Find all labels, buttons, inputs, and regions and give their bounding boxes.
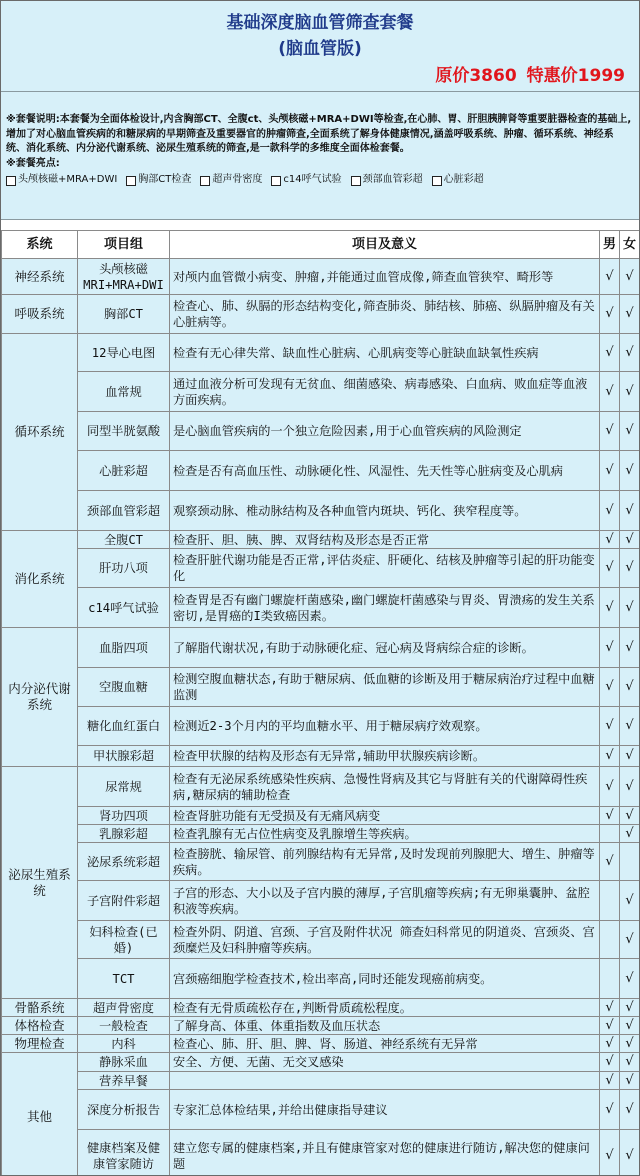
male-check: √ <box>600 1090 620 1130</box>
item-cell: 胸部CT <box>78 295 170 334</box>
female-check: √ <box>620 767 640 807</box>
checkbox-icon <box>200 176 210 186</box>
header-meaning: 项目及意义 <box>170 231 600 259</box>
highlight-item: 头颅核磁+MRA+DWI <box>6 173 117 188</box>
meaning-cell: 检查胃是否有幽门螺旋杆菌感染,幽门螺旋杆菌感染与胃炎、胃溃疡的发生关系密切,是胃癌的I类致癌因素。 <box>170 588 600 628</box>
meaning-cell: 通过血液分析可发现有无贫血、细菌感染、病毒感染、白血病、败血症等血液方面疾病。 <box>170 372 600 412</box>
male-check: √ <box>600 588 620 628</box>
checkbox-icon <box>432 176 442 186</box>
table-row <box>2 412 640 451</box>
meaning-cell: 安全、方便、无菌、无交叉感染 <box>170 1053 600 1072</box>
header-system: 系统 <box>2 231 78 259</box>
table-row <box>2 372 640 412</box>
male-check: √ <box>600 334 620 372</box>
female-check: √ <box>620 707 640 746</box>
female-check: √ <box>620 259 640 295</box>
item-cell: 甲状腺彩超 <box>78 746 170 767</box>
highlights-label: ※套餐亮点: <box>6 157 60 169</box>
male-check: √ <box>600 372 620 412</box>
meaning-cell: 检查甲状腺的结构及形态有无异常,辅助甲状腺疾病诊断。 <box>170 746 600 767</box>
meaning-cell: 是心脑血管疾病的一个独立危险因素,用于心血管疾病的风险测定 <box>170 412 600 451</box>
item-cell: 深度分析报告 <box>78 1090 170 1130</box>
male-check: √ <box>600 746 620 767</box>
table-row <box>2 1017 640 1035</box>
male-check: √ <box>600 1017 620 1035</box>
table-row <box>2 825 640 843</box>
table-row <box>2 881 640 921</box>
female-check: √ <box>620 531 640 549</box>
checkbox-icon <box>271 176 281 186</box>
system-cell: 泌尿生殖系统 <box>2 767 78 999</box>
male-check: √ <box>600 412 620 451</box>
female-check: √ <box>620 628 640 668</box>
item-cell: 空腹血糖 <box>78 668 170 707</box>
table-row <box>2 959 640 999</box>
male-check: √ <box>600 451 620 491</box>
item-cell: 心脏彩超 <box>78 451 170 491</box>
page-header <box>1 1 639 92</box>
item-cell: 12导心电图 <box>78 334 170 372</box>
female-check: √ <box>620 999 640 1017</box>
male-check <box>600 881 620 921</box>
meaning-cell: 检查有无心律失常、缺血性心脏病、心肌病变等心脏缺血缺氧性疾病 <box>170 334 600 372</box>
female-check: √ <box>620 549 640 588</box>
female-check: √ <box>620 451 640 491</box>
system-cell: 内分泌代谢系统 <box>2 628 78 767</box>
checkbox-icon <box>126 176 136 186</box>
table-row <box>2 707 640 746</box>
price-line <box>435 61 625 86</box>
table-row <box>2 843 640 881</box>
meaning-cell: 检测近2-3个月内的平均血糖水平、用于糖尿病疗效观察。 <box>170 707 600 746</box>
package-description: ※套餐说明:本套餐为全面体检设计,内含胸部CT、全腹ct、头颅核磁+MRA+DWI等检查,在心肺、胃、肝胆胰脾肾等重要脏器检查的基础上,增加了对心脑血管疾病的和糖尿病的早期筛查及重要器官的肿瘤筛查,全面系统了解身体健康情况,涵盖呼吸系统、肿瘤、循环系统、神经系统、消化系统、内分泌代谢系统、泌尿生殖系统的筛查,是一款科学的多维度全面体检套餐。 <box>6 114 632 155</box>
male-check <box>600 959 620 999</box>
table-row <box>2 549 640 588</box>
female-check: √ <box>620 334 640 372</box>
table-row <box>2 588 640 628</box>
item-cell: 子宫附件彩超 <box>78 881 170 921</box>
meaning-cell: 检查肝、胆、胰、脾、双肾结构及形态是否正常 <box>170 531 600 549</box>
male-check: √ <box>600 295 620 334</box>
meaning-cell: 检查心、肺、肝、胆、脾、肾、肠道、神经系统有无异常 <box>170 1035 600 1053</box>
meaning-cell: 检查有无骨质疏松存在,判断骨质疏松程度。 <box>170 999 600 1017</box>
checkbox-icon <box>351 176 361 186</box>
meaning-cell: 专家汇总体检结果,并给出健康指导建议 <box>170 1090 600 1130</box>
table-row <box>2 767 640 807</box>
package-intro <box>1 92 639 220</box>
highlight-item: 胸部CT检查 <box>126 173 191 188</box>
meaning-cell: 检查乳腺有无占位性病变及乳腺增生等疾病。 <box>170 825 600 843</box>
meaning-cell: 检查外阴、阴道、宫颈、子宫及附件状况 筛查妇科常见的阴道炎、宫颈炎、宫颈糜烂及妇科肿瘤等疾病。 <box>170 921 600 959</box>
table-row <box>2 746 640 767</box>
package-title: 基础深度脑血管筛查套餐 <box>226 13 414 33</box>
meaning-cell: 检查是否有高血压性、动脉硬化性、风湿性、先天性等心脏病变及心肌病 <box>170 451 600 491</box>
system-cell: 消化系统 <box>2 531 78 628</box>
female-check: √ <box>620 1090 640 1130</box>
male-check <box>600 825 620 843</box>
male-check: √ <box>600 1072 620 1090</box>
system-cell: 物理检查 <box>2 1035 78 1053</box>
meaning-cell: 检查肝脏代谢功能是否正常,评估炎症、肝硬化、结核及肿瘤等引起的肝功能变化 <box>170 549 600 588</box>
female-check: √ <box>620 491 640 531</box>
item-cell: 泌尿系统彩超 <box>78 843 170 881</box>
meaning-cell: 宫颈癌细胞学检查技术,检出率高,同时还能发现癌前病变。 <box>170 959 600 999</box>
female-check: √ <box>620 668 640 707</box>
female-check: √ <box>620 1130 640 1176</box>
female-check: √ <box>620 746 640 767</box>
special-price: 特惠价1999 <box>526 66 625 86</box>
item-cell: 健康档案及健康管家随访 <box>78 1130 170 1176</box>
meaning-cell: 检查有无泌尿系统感染性疾病、急慢性肾病及其它与肾脏有关的代谢障碍性疾病,糖尿病的辅助检查 <box>170 767 600 807</box>
item-cell: 妇科检查(已婚) <box>78 921 170 959</box>
table-row <box>2 531 640 549</box>
female-check: √ <box>620 959 640 999</box>
highlight-item: c14呼气试验 <box>271 173 341 188</box>
checkbox-icon <box>6 176 16 186</box>
male-check <box>600 921 620 959</box>
table-header-row <box>2 231 640 259</box>
highlight-item: 颈部血管彩超 <box>351 173 423 188</box>
package-subtitle: (脑血管版) <box>278 39 362 59</box>
meaning-cell: 检测空腹血糖状态,有助于糖尿病、低血糖的诊断及用于糖尿病治疗过程中血糖监测 <box>170 668 600 707</box>
item-cell: 全腹CT <box>78 531 170 549</box>
female-check: √ <box>620 921 640 959</box>
item-cell: 肾功四项 <box>78 807 170 825</box>
table-row <box>2 921 640 959</box>
item-cell: 糖化血红蛋白 <box>78 707 170 746</box>
female-check: √ <box>620 1035 640 1053</box>
table-row <box>2 1130 640 1176</box>
meaning-cell: 子宫的形态、大小以及子宫内膜的薄厚,子宫肌瘤等疾病;有无卵巢囊肿、盆腔积液等疾病。 <box>170 881 600 921</box>
male-check: √ <box>600 999 620 1017</box>
header-male: 男 <box>600 231 620 259</box>
table-row <box>2 668 640 707</box>
system-cell: 呼吸系统 <box>2 295 78 334</box>
female-check: √ <box>620 1017 640 1035</box>
table-row <box>2 628 640 668</box>
item-cell: 颈部血管彩超 <box>78 491 170 531</box>
male-check: √ <box>600 259 620 295</box>
original-price: 原价3860 <box>435 66 517 86</box>
table-row <box>2 451 640 491</box>
item-cell: 静脉采血 <box>78 1053 170 1072</box>
table-row <box>2 1035 640 1053</box>
highlights-list <box>6 173 633 188</box>
meaning-cell: 观察颈动脉、椎动脉结构及各种血管内斑块、钙化、狭窄程度等。 <box>170 491 600 531</box>
meaning-cell: 了解脂代谢状况,有助于动脉硬化症、冠心病及肾病综合症的诊断。 <box>170 628 600 668</box>
system-cell: 神经系统 <box>2 259 78 295</box>
item-cell: TCT <box>78 959 170 999</box>
female-check: √ <box>620 588 640 628</box>
female-check: √ <box>620 372 640 412</box>
female-check: √ <box>620 295 640 334</box>
table-row <box>2 259 640 295</box>
female-check <box>620 843 640 881</box>
item-cell: 肝功八项 <box>78 549 170 588</box>
exam-items-table <box>1 230 640 1176</box>
male-check: √ <box>600 491 620 531</box>
female-check: √ <box>620 881 640 921</box>
male-check: √ <box>600 531 620 549</box>
male-check: √ <box>600 843 620 881</box>
table-row <box>2 1072 640 1090</box>
item-cell: 乳腺彩超 <box>78 825 170 843</box>
male-check: √ <box>600 1053 620 1072</box>
table-row <box>2 1053 640 1072</box>
spacer <box>1 220 639 230</box>
meaning-cell: 建立您专属的健康档案,并且有健康管家对您的健康进行随访,解决您的健康问题 <box>170 1130 600 1176</box>
highlight-item: 心脏彩超 <box>432 173 484 188</box>
table-row <box>2 295 640 334</box>
item-cell: 一般检查 <box>78 1017 170 1035</box>
item-cell: 血常规 <box>78 372 170 412</box>
item-cell: 内科 <box>78 1035 170 1053</box>
table-row <box>2 807 640 825</box>
female-check: √ <box>620 1053 640 1072</box>
male-check: √ <box>600 1130 620 1176</box>
table-row <box>2 999 640 1017</box>
meaning-cell: 了解身高、体重、体重指数及血压状态 <box>170 1017 600 1035</box>
female-check: √ <box>620 412 640 451</box>
item-cell: 血脂四项 <box>78 628 170 668</box>
table-row <box>2 491 640 531</box>
item-cell: 超声骨密度 <box>78 999 170 1017</box>
table-row <box>2 1090 640 1130</box>
system-cell: 其他 <box>2 1053 78 1176</box>
item-cell: 尿常规 <box>78 767 170 807</box>
male-check: √ <box>600 549 620 588</box>
meaning-cell: 检查肾脏功能有无受损及有无痛风病变 <box>170 807 600 825</box>
header-item: 项目组 <box>78 231 170 259</box>
male-check: √ <box>600 668 620 707</box>
meaning-cell <box>170 1072 600 1090</box>
meaning-cell: 检查心、肺、纵膈的形态结构变化,筛查肺炎、肺结核、肺癌、纵膈肿瘤及有关心脏病等。 <box>170 295 600 334</box>
item-cell: c14呼气试验 <box>78 588 170 628</box>
system-cell: 骨骼系统 <box>2 999 78 1017</box>
header-female: 女 <box>620 231 640 259</box>
highlight-item: 超声骨密度 <box>200 173 262 188</box>
item-cell: 同型半胱氨酸 <box>78 412 170 451</box>
female-check: √ <box>620 807 640 825</box>
item-cell: 头颅核磁MRI+MRA+DWI <box>78 259 170 295</box>
system-cell: 循环系统 <box>2 334 78 531</box>
meaning-cell: 对颅内血管微小病变、肿瘤,并能通过血管成像,筛查血管狭窄、畸形等 <box>170 259 600 295</box>
system-cell: 体格检查 <box>2 1017 78 1035</box>
item-cell: 营养早餐 <box>78 1072 170 1090</box>
meaning-cell: 检查膀胱、输尿管、前列腺结构有无异常,及时发现前列腺肥大、增生、肿瘤等疾病。 <box>170 843 600 881</box>
female-check: √ <box>620 825 640 843</box>
male-check: √ <box>600 1035 620 1053</box>
male-check: √ <box>600 707 620 746</box>
male-check: √ <box>600 807 620 825</box>
male-check: √ <box>600 767 620 807</box>
table-row <box>2 334 640 372</box>
male-check: √ <box>600 628 620 668</box>
female-check: √ <box>620 1072 640 1090</box>
